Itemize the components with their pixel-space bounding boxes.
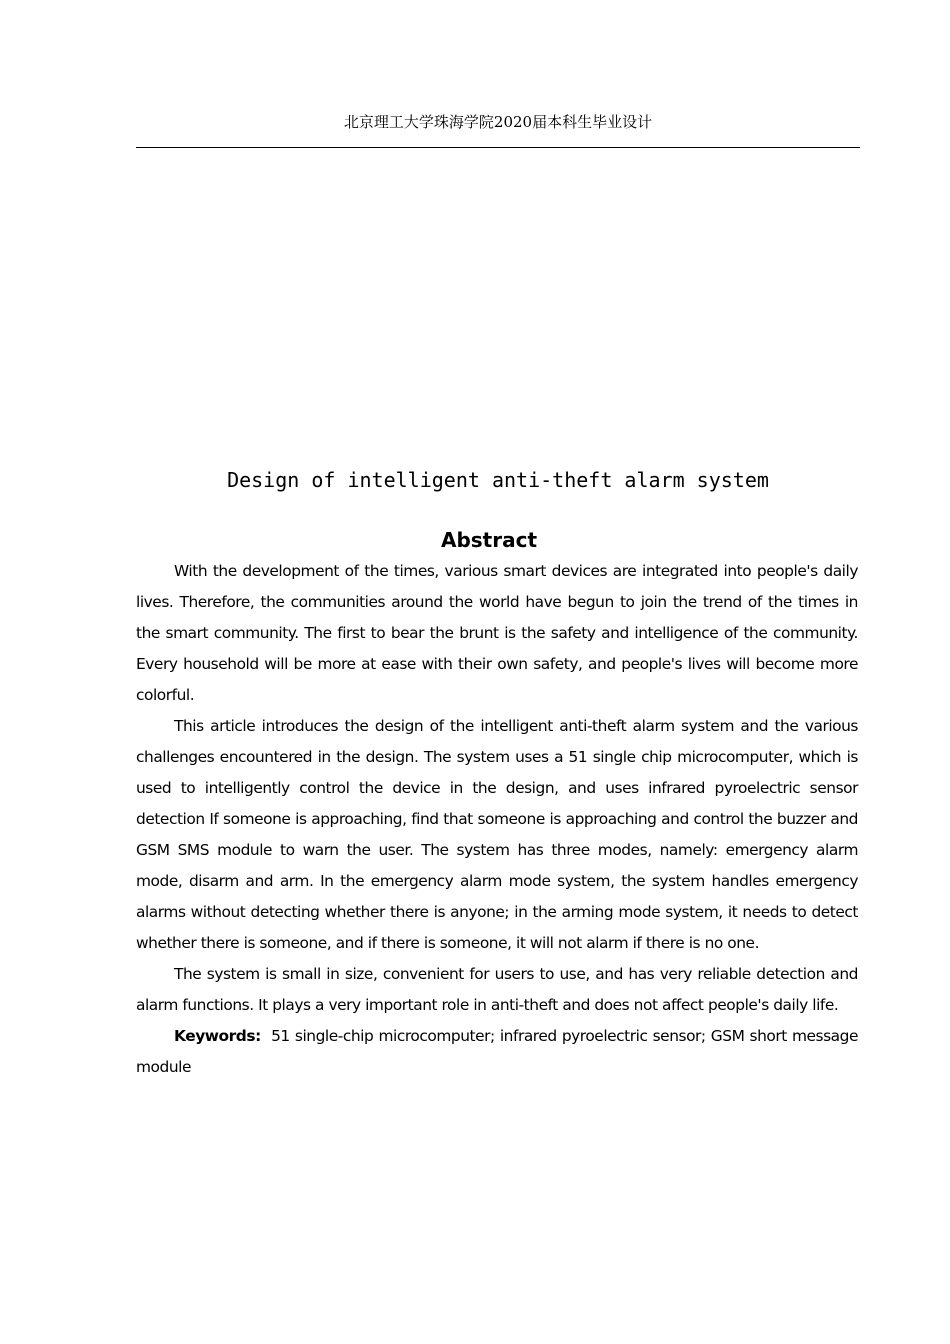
page-header: 北京理工大学珠海学院2020届本科生毕业设计 [343, 113, 653, 131]
abstract-paragraph-3: The system is small in size, convenient for users to use, and has very reliable detection and alarm functions. It plays a very important role in anti-theft and does not affect people's daily life. [136, 965, 858, 1014]
keywords-text: 51 single-chip microcomputer; infrared pyroelectric sensor; GSM short message module [136, 1027, 859, 1076]
keywords-line [136, 1021, 858, 1083]
document-title: Design of intelligent anti-theft alarm system [227, 468, 769, 492]
header-divider [136, 147, 860, 148]
abstract-paragraph-1: With the development of the times, various smart devices are integrated into people's daily lives. Therefore, the communities around the world have begun to join the trend of the times in the smart community. The first to bear the brunt is the safety and intelligence of the community. Every household will be more at ease with their own safety, and people's lives will become more colorful. [136, 562, 858, 704]
keywords-label: Keywords: [174, 1027, 261, 1045]
abstract-body [136, 556, 858, 1083]
abstract-heading: Abstract [440, 528, 538, 552]
abstract-paragraph-2: This article introduces the design of the intelligent anti-theft alarm system and the various challenges encountered in the design. The system uses a 51 single chip microcomputer, which is used to intelligently control the device in the design, and uses infrared pyroelectric sensor detection If someone is approaching, find that someone is approaching and control the buzzer and GSM SMS module to warn the user. The system has three modes, namely: emergency alarm mode, disarm and arm. In the emergency alarm mode system, the system handles emergency alarms without detecting whether there is anyone; in the arming mode system, it needs to detect whether there is someone, and if there is someone, it will not alarm if there is no one. [136, 717, 858, 952]
